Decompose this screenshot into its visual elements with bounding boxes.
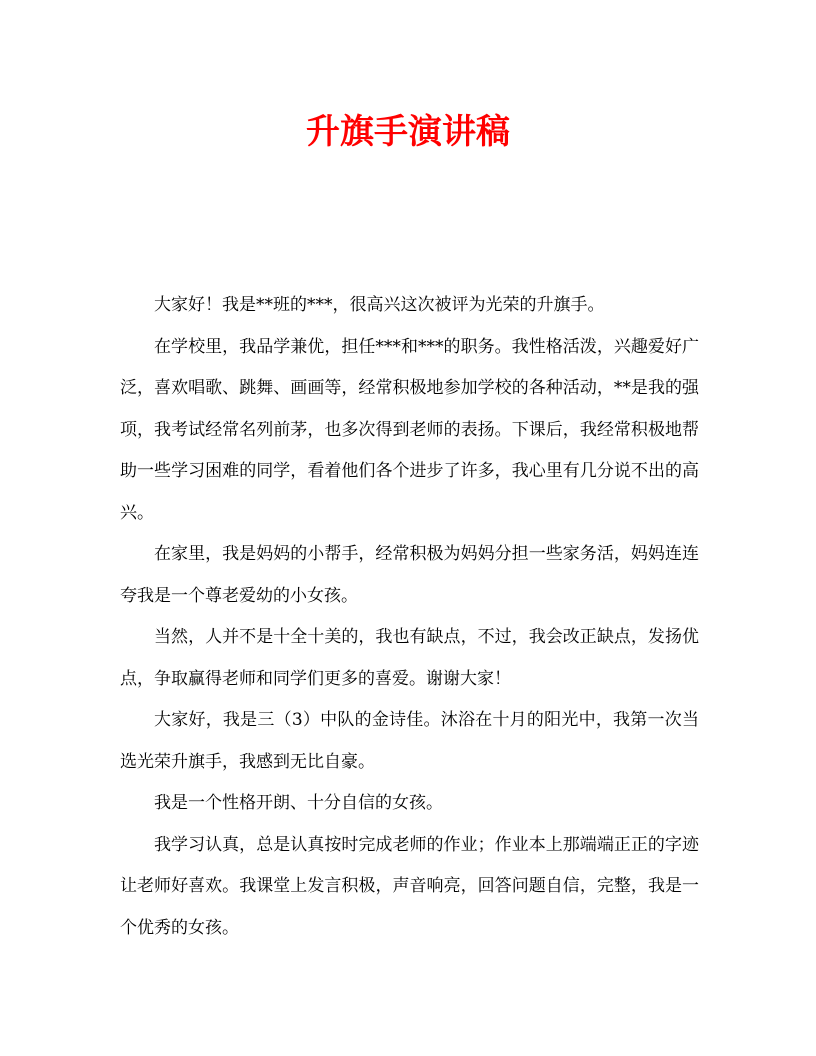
paragraph-2: 在学校里，我品学兼优，担任***和***的职务。我性格活泼，兴趣爱好广泛，喜欢唱歌、跳舞、画画等，经常积极地参加学校的各种活动，**是我的强项，我考试经常名列前茅，也多次得到老师的表扬。下课后，我经常积极地帮助一些学习困难的同学，看着他们各个进步了许多，我心里有几分说不出的高兴。 [120, 336, 699, 523]
paragraph-4: 当然，人并不是十全十美的，我也有缺点，不过，我会改正缺点，发扬优点，争取赢得老师和同学们更多的喜爱。谢谢大家！ [120, 627, 699, 689]
paragraph-5: 大家好，我是三（3）中队的金诗佳。沐浴在十月的阳光中，我第一次当选光荣升旗手，我感到无比自豪。 [120, 710, 699, 772]
paragraph-1: 大家好！我是**班的***，很高兴这次被评为光荣的升旗手。 [154, 295, 605, 315]
document-title: 升旗手演讲稿 [306, 112, 510, 152]
paragraph-3: 在家里，我是妈妈的小帮手，经常积极为妈妈分担一些家务活，妈妈连连夸我是一个尊老爱幼的小女孩。 [120, 544, 699, 606]
paragraph-7: 我学习认真，总是认真按时完成老师的作业；作业本上那端端正正的字迹让老师好喜欢。我课堂上发言积极，声音响亮，回答问题自信，完整，我是一个优秀的女孩。 [120, 834, 699, 938]
document-body [120, 285, 699, 949]
paragraph-6: 我是一个性格开朗、十分自信的女孩。 [154, 793, 443, 813]
